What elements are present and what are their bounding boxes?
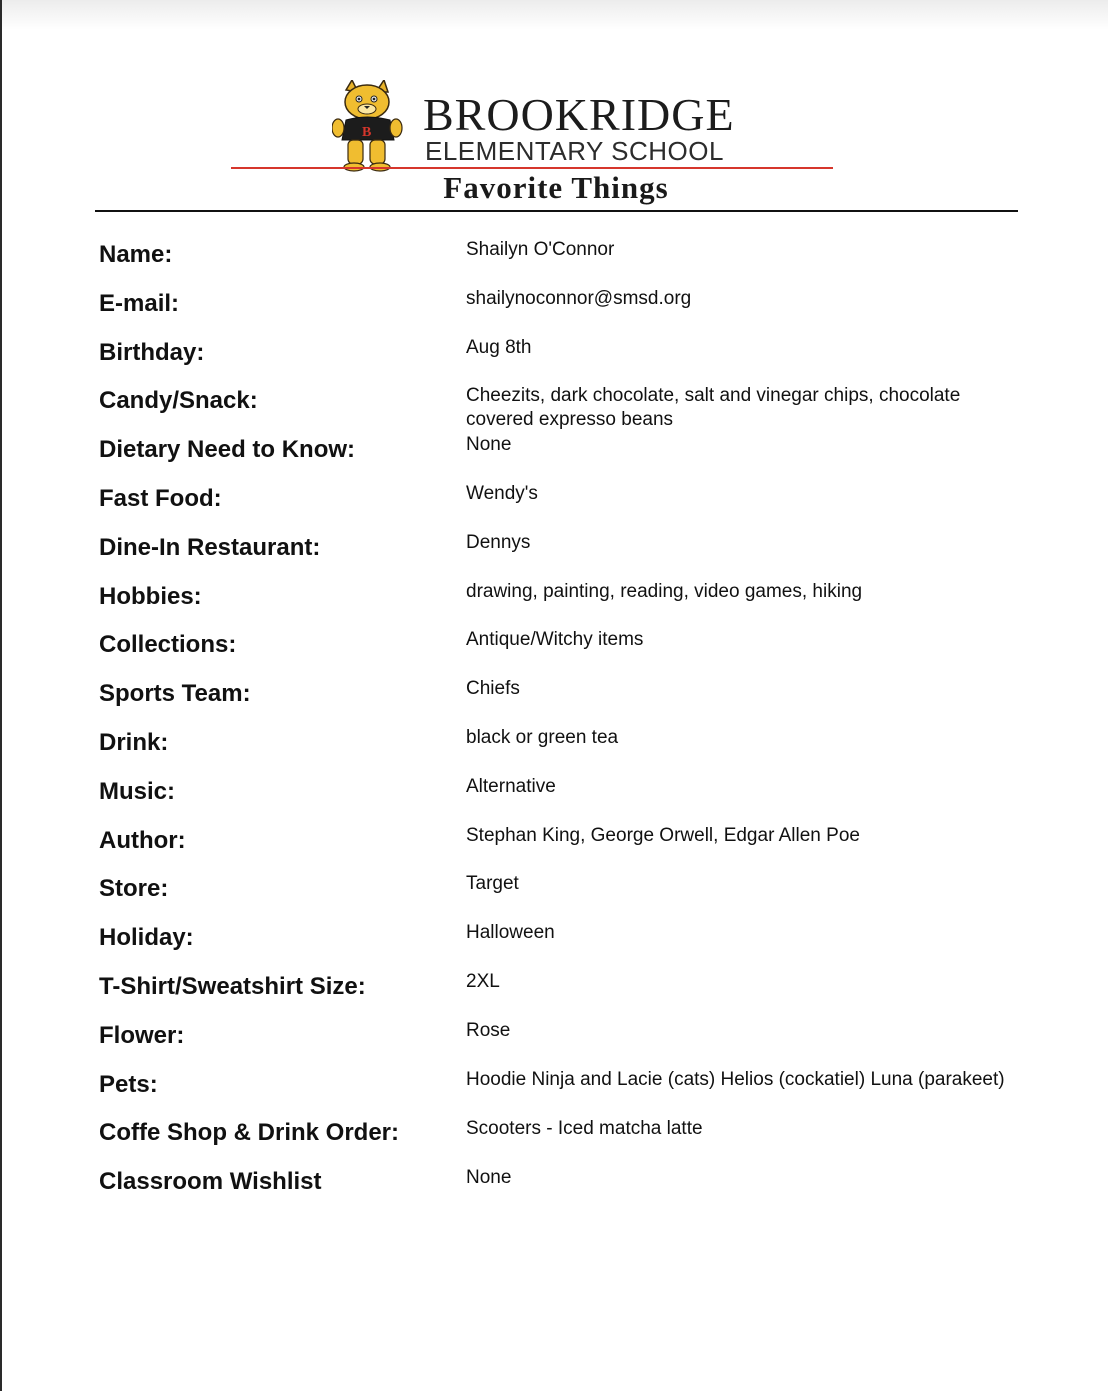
field-label: T-Shirt/Sweatshirt Size: bbox=[99, 973, 366, 1000]
field-label: Dietary Need to Know: bbox=[99, 436, 356, 463]
field-value: Halloween bbox=[466, 922, 555, 943]
field-value: Chiefs bbox=[466, 678, 520, 699]
field-label: Author: bbox=[99, 827, 186, 854]
field-value: None bbox=[466, 1167, 512, 1188]
title-divider bbox=[95, 210, 1018, 212]
field-label: Dine-In Restaurant: bbox=[99, 534, 321, 561]
field-label: Birthday: bbox=[99, 339, 205, 366]
field-value: shailynoconnor@smsd.org bbox=[466, 288, 692, 309]
field-value: drawing, painting, reading, video games, hiking bbox=[466, 581, 863, 602]
field-value: Scooters - Iced matcha latte bbox=[466, 1118, 703, 1139]
field-label: Flower: bbox=[99, 1022, 185, 1049]
field-label: Pets: bbox=[99, 1071, 158, 1098]
field-label: E-mail: bbox=[99, 290, 180, 317]
field-value: Rose bbox=[466, 1020, 511, 1041]
field-label: Classroom Wishlist bbox=[99, 1168, 322, 1195]
field-label: Coffe Shop & Drink Order: bbox=[99, 1119, 400, 1146]
field-value: Dennys bbox=[466, 532, 531, 553]
field-label: Hobbies: bbox=[99, 583, 202, 610]
field-label: Collections: bbox=[99, 631, 237, 658]
field-value: Alternative bbox=[466, 776, 556, 797]
field-label: Sports Team: bbox=[99, 680, 251, 707]
document-title: Favorite Things bbox=[443, 170, 669, 205]
school-name: BROOKRIDGE bbox=[423, 89, 735, 140]
field-value: Antique/Witchy items bbox=[466, 629, 644, 650]
field-label: Holiday: bbox=[99, 924, 194, 951]
field-label: Fast Food: bbox=[99, 485, 222, 512]
bobcat-mascot-logo bbox=[332, 80, 404, 172]
field-value: Wendy's bbox=[466, 483, 538, 504]
field-value: Aug 8th bbox=[466, 337, 532, 358]
field-value: Shailyn O'Connor bbox=[466, 239, 615, 260]
field-value: Hoodie Ninja and Lacie (cats) Helios (cockatiel) Luna (parakeet) bbox=[466, 1069, 1005, 1090]
field-label: Candy/Snack: bbox=[99, 387, 258, 414]
field-label: Store: bbox=[99, 875, 169, 902]
field-value: None bbox=[466, 434, 512, 455]
school-subtitle: ELEMENTARY SCHOOL bbox=[425, 136, 724, 166]
field-value: Cheezits, dark chocolate, salt and vinegar chips, chocolate covered expresso beans bbox=[466, 385, 961, 430]
field-value: black or green tea bbox=[466, 727, 619, 748]
header-accent-rule bbox=[231, 167, 833, 169]
svg-text:B: B bbox=[362, 125, 372, 140]
field-label: Drink: bbox=[99, 729, 169, 756]
field-value: 2XL bbox=[466, 971, 500, 992]
school-header bbox=[2, 80, 1108, 180]
field-label: Name: bbox=[99, 241, 173, 268]
field-value: Stephan King, George Orwell, Edgar Allen Poe bbox=[466, 825, 860, 846]
top-shadow bbox=[2, 0, 1108, 30]
field-label: Music: bbox=[99, 778, 176, 805]
field-value: Target bbox=[466, 873, 519, 894]
